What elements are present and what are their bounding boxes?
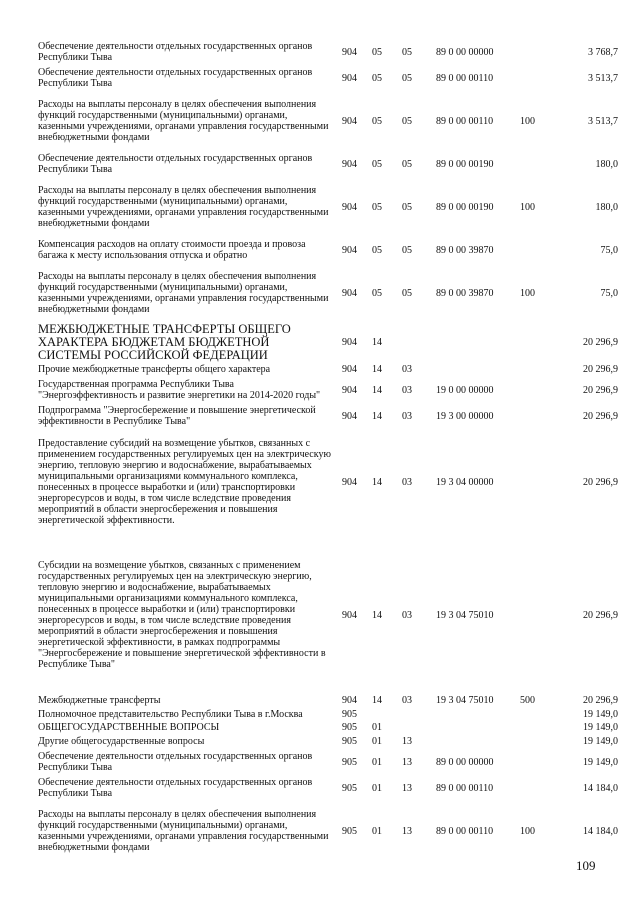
- ministry-code: 904: [342, 609, 357, 621]
- target-article-code: 89 0 00 00110: [436, 72, 494, 84]
- expense-type-code: 100: [520, 825, 535, 837]
- section-code: 05: [372, 72, 382, 84]
- ministry-code: 904: [342, 695, 357, 706]
- ministry-code: 904: [342, 384, 357, 396]
- row-name: Расходы на выплаты персоналу в целях обеспечения выполнения функций государственными (муниципальными) органами, казенными учреждениями, органами управления государственными внебюджетными фондами: [38, 185, 329, 229]
- table-row: [38, 363, 618, 376]
- table-row: [38, 66, 618, 90]
- table-row: [38, 776, 618, 800]
- subsection-code: 13: [402, 736, 412, 747]
- target-article-code: 89 0 00 00000: [436, 756, 494, 768]
- ministry-code: 905: [342, 756, 357, 768]
- row-name: Предоставление субсидий на возмещение убытков, связанных с применением государственных регулируемых цен на электрическую энергию, тепловую энергию и водоснабжение, вырабатываемых муниципальными организациями коммунального комплекса, понесенных в процессе выработки и (или) транспортировки энергоресурсов и воды, в том числе вследствие проведения мероприятий в области энергосбережения и повышения энергетической эффективности.: [38, 438, 331, 526]
- amount: 75,0: [600, 287, 618, 299]
- row-name: Обеспечение деятельности отдельных государственных органов Республики Тыва: [38, 67, 313, 89]
- section-code: 14: [372, 695, 382, 706]
- amount: 20 296,9: [583, 695, 618, 706]
- subsection-code: 05: [402, 201, 412, 213]
- target-article-code: 89 0 00 00110: [436, 825, 494, 837]
- section-code: 14: [372, 336, 382, 348]
- amount: 20 296,9: [583, 476, 618, 488]
- table-row: [38, 92, 618, 150]
- table-row: [38, 152, 618, 176]
- section-code: 05: [372, 244, 382, 256]
- subsection-code: 03: [402, 384, 412, 396]
- amount: 3 768,7: [588, 46, 618, 58]
- ministry-code: 905: [342, 782, 357, 794]
- table-row: [38, 735, 618, 748]
- target-article-code: 89 0 00 00110: [436, 782, 494, 794]
- subsection-code: 05: [402, 115, 412, 127]
- section-code: 01: [372, 825, 382, 837]
- subsection-code: 13: [402, 782, 412, 794]
- section-code: 05: [372, 287, 382, 299]
- row-name: Государственная программа Республики Тыва "Энергоэффективность и развитие энергетики на 2014-2020 годы": [38, 379, 321, 401]
- amount: 20 296,9: [583, 364, 618, 375]
- target-article-code: 89 0 00 39870: [436, 244, 494, 256]
- section-code: 05: [372, 46, 382, 58]
- ministry-code: 904: [342, 115, 357, 127]
- table-row: [38, 238, 618, 262]
- table-row: [38, 404, 618, 428]
- subsection-code: 03: [402, 695, 412, 706]
- table-row: [38, 540, 618, 690]
- row-name: Обеспечение деятельности отдельных государственных органов Республики Тыва: [38, 41, 313, 63]
- expense-type-code: 500: [520, 695, 535, 706]
- row-name: Обеспечение деятельности отдельных государственных органов Республики Тыва: [38, 777, 313, 799]
- section-code: 14: [372, 384, 382, 396]
- amount: 20 296,9: [583, 609, 618, 621]
- ministry-code: 905: [342, 736, 357, 747]
- amount: 3 513,7: [588, 115, 618, 127]
- target-article-code: 19 3 04 75010: [436, 609, 494, 621]
- ministry-code: 904: [342, 46, 357, 58]
- ministry-code: 904: [342, 201, 357, 213]
- ministry-code: 904: [342, 476, 357, 488]
- target-article-code: 19 3 04 00000: [436, 476, 494, 488]
- amount: 19 149,0: [583, 709, 618, 720]
- table-row: [38, 178, 618, 236]
- target-article-code: 19 0 00 00000: [436, 384, 494, 396]
- subsection-code: 03: [402, 410, 412, 422]
- section-code: 14: [372, 364, 382, 375]
- amount: 3 513,7: [588, 72, 618, 84]
- amount: 19 149,0: [583, 756, 618, 768]
- expense-type-code: 100: [520, 287, 535, 299]
- subsection-code: 13: [402, 756, 412, 768]
- ministry-code: 904: [342, 364, 357, 375]
- row-name: Обеспечение деятельности отдельных государственных органов Республики Тыва: [38, 153, 313, 175]
- ministry-code: 905: [342, 709, 357, 720]
- target-article-code: 89 0 00 00000: [436, 46, 494, 58]
- target-article-code: 89 0 00 00190: [436, 158, 494, 170]
- section-code: 14: [372, 410, 382, 422]
- amount: 14 184,0: [583, 782, 618, 794]
- table-row: [38, 750, 618, 774]
- section-code: 05: [372, 201, 382, 213]
- amount: 180,0: [595, 158, 618, 170]
- subsection-code: 13: [402, 825, 412, 837]
- ministry-code: 905: [342, 722, 357, 733]
- ministry-code: 904: [342, 336, 357, 348]
- target-article-code: 89 0 00 00110: [436, 115, 494, 127]
- section-code: 05: [372, 158, 382, 170]
- section-code: 01: [372, 756, 382, 768]
- amount: 180,0: [595, 201, 618, 213]
- section-code: 01: [372, 736, 382, 747]
- amount: 19 149,0: [583, 722, 618, 733]
- ministry-code: 904: [342, 287, 357, 299]
- table-row: [38, 721, 618, 734]
- section-code: 14: [372, 476, 382, 488]
- amount: 20 296,9: [583, 410, 618, 422]
- page-number: 109: [576, 858, 596, 873]
- amount: 19 149,0: [583, 736, 618, 747]
- target-article-code: 89 0 00 39870: [436, 287, 494, 299]
- ministry-code: 905: [342, 825, 357, 837]
- table-row: [38, 40, 618, 64]
- subsection-code: 03: [402, 364, 412, 375]
- table-row: [38, 323, 618, 361]
- subsection-code: 05: [402, 158, 412, 170]
- section-code: 14: [372, 609, 382, 621]
- target-article-code: 19 3 04 75010: [436, 695, 494, 706]
- ministry-code: 904: [342, 244, 357, 256]
- subsection-code: 03: [402, 609, 412, 621]
- target-article-code: 89 0 00 00190: [436, 201, 494, 213]
- ministry-code: 904: [342, 410, 357, 422]
- row-name: Прочие межбюджетные трансферты общего характера: [38, 364, 271, 375]
- row-name: Межбюджетные трансферты: [38, 695, 161, 706]
- subsection-code: 03: [402, 476, 412, 488]
- subsection-code: 05: [402, 46, 412, 58]
- ministry-code: 904: [342, 72, 357, 84]
- row-name: Полномочное представительство Республики Тыва в г.Москва: [38, 709, 303, 720]
- table-row: [38, 432, 618, 532]
- row-name: Другие общегосударственные вопросы: [38, 736, 205, 747]
- row-name: Обеспечение деятельности отдельных государственных органов Республики Тыва: [38, 751, 313, 773]
- row-name: Компенсация расходов на оплату стоимости проезда и провоза багажа к месту использования отпуска и обратно: [38, 239, 306, 261]
- table-row: [38, 802, 618, 860]
- section-code: 01: [372, 782, 382, 794]
- table-row: [38, 378, 618, 402]
- table-row: [38, 264, 618, 322]
- subsection-code: 05: [402, 287, 412, 299]
- amount: 14 184,0: [583, 825, 618, 837]
- table-row: [38, 708, 618, 721]
- row-name: Субсидии на возмещение убытков, связанных с применением государственных регулируемых цен на электрическую энергию, тепловую энергию и водоснабжение, вырабатываемых муниципальными организациями коммунального комплекса, понесенных в процессе выработки и (или) транспортировки энергоресурсов и воды, в том числе вследствие проведения мероприятий в области энергосбережения и повышения энергетической эффективности, в рамках подпрограммы "Энергосбережение и повышение энергетической эффективности в Республике Тыва": [38, 560, 326, 670]
- table-row: [38, 694, 618, 707]
- amount: 20 296,9: [583, 336, 618, 348]
- ministry-code: 904: [342, 158, 357, 170]
- subsection-code: 05: [402, 72, 412, 84]
- expense-type-code: 100: [520, 201, 535, 213]
- section-code: 01: [372, 722, 382, 733]
- amount: 75,0: [600, 244, 618, 256]
- amount: 20 296,9: [583, 384, 618, 396]
- section-code: 05: [372, 115, 382, 127]
- target-article-code: 19 3 00 00000: [436, 410, 494, 422]
- subsection-code: 05: [402, 244, 412, 256]
- row-name: Расходы на выплаты персоналу в целях обеспечения выполнения функций государственными (муниципальными) органами, казенными учреждениями, органами управления государственными внебюджетными фондами: [38, 809, 329, 853]
- expense-type-code: 100: [520, 115, 535, 127]
- row-name: Расходы на выплаты персоналу в целях обеспечения выполнения функций государственными (муниципальными) органами, казенными учреждениями, органами управления государственными внебюджетными фондами: [38, 99, 329, 143]
- row-name: ОБЩЕГОСУДАРСТВЕННЫЕ ВОПРОСЫ: [38, 722, 220, 733]
- row-name: МЕЖБЮДЖЕТНЫЕ ТРАНСФЕРТЫ ОБЩЕГО ХАРАКТЕРА БЮДЖЕТАМ БЮДЖЕТНОЙ СИСТЕМЫ РОССИЙСКОЙ ФЕДЕРАЦИИ: [38, 321, 291, 362]
- row-name: Подпрограмма "Энергосбережение и повышение энергетической эффективности в Республике Тыва": [38, 405, 316, 427]
- row-name: Расходы на выплаты персоналу в целях обеспечения выполнения функций государственными (муниципальными) органами, казенными учреждениями, органами управления государственными внебюджетными фондами: [38, 271, 329, 315]
